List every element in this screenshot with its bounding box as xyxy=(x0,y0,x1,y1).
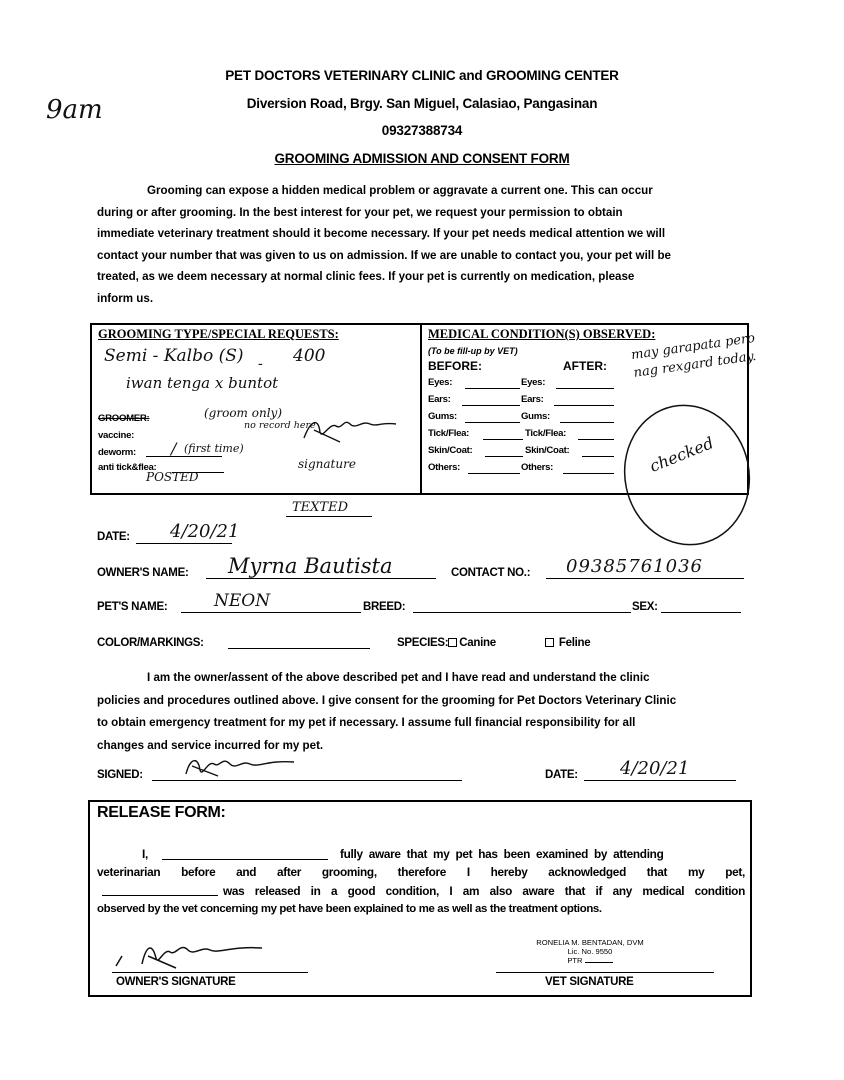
pet-name-line xyxy=(181,612,361,613)
breed-label: BREED: xyxy=(363,601,406,613)
checked-circle xyxy=(612,395,762,555)
service-note-2: iwan tenga x buntot xyxy=(126,374,279,392)
after-row: Ears: xyxy=(521,394,544,405)
texted-note: TEXTED xyxy=(292,500,348,515)
feline-checkbox[interactable] xyxy=(545,638,554,647)
species-label xyxy=(397,637,496,649)
grooming-box-title: GROOMING TYPE/SPECIAL REQUESTS: xyxy=(98,327,339,341)
first-time-note: (first time) xyxy=(184,442,244,455)
color-line xyxy=(228,648,370,649)
intro-paragraph xyxy=(97,180,745,309)
before-row: Skin/Coat: xyxy=(428,445,473,456)
owner-signature-scribble xyxy=(300,412,400,446)
deworm-line xyxy=(146,456,222,457)
intro-line: contact your number that was given to us on admission. If we are unable to contact you, your pet will be xyxy=(97,248,671,262)
consent-line: to obtain emergency treatment for my pet if necessary. I assume full financial responsibility for all xyxy=(97,716,636,729)
form-title: GROOMING ADMISSION AND CONSENT FORM xyxy=(274,151,570,166)
canine-checkbox[interactable] xyxy=(448,638,457,647)
release-title: RELEASE FORM: xyxy=(97,804,226,821)
contact-value: 09385761036 xyxy=(566,556,703,577)
after-row: Eyes: xyxy=(521,377,546,388)
field-line xyxy=(582,456,614,457)
before-row: Eyes: xyxy=(428,377,453,388)
signed-label: SIGNED: xyxy=(97,769,143,781)
checked-note: checked xyxy=(646,433,717,476)
field-line xyxy=(468,473,520,474)
intro-line: inform us. xyxy=(97,291,154,305)
vet-ptr-line xyxy=(585,962,613,963)
feline-option xyxy=(545,637,590,649)
after-row: Gums: xyxy=(521,411,550,422)
medical-handwritten-note: may garapata pero nag rexgard today. xyxy=(630,330,758,381)
time-note: 9am xyxy=(46,95,103,125)
color-label: COLOR/MARKINGS: xyxy=(97,637,204,649)
field-line xyxy=(465,422,520,423)
release-line-1: fully aware that my pet has been examined by attending xyxy=(340,847,664,861)
consent-line: changes and service incurred for my pet. xyxy=(97,738,324,752)
before-row: Gums: xyxy=(428,411,457,422)
before-row: Tick/Flea: xyxy=(428,428,470,439)
after-row: Tick/Flea: xyxy=(525,428,567,439)
sex-line xyxy=(661,612,741,613)
service-note: Semi - Kalbo (S) xyxy=(104,346,244,366)
field-line xyxy=(556,388,614,389)
service-price: 400 xyxy=(293,346,326,366)
signed-signature xyxy=(182,752,302,784)
clinic-address: Diversion Road, Brgy. San Miguel, Calasiao, Pangasinan xyxy=(246,96,598,111)
groom-only-note: (groom only) xyxy=(204,406,282,420)
release-i: I, xyxy=(142,847,148,861)
release-owner-signature xyxy=(112,936,272,974)
contact-label: CONTACT NO.: xyxy=(451,567,531,579)
sex-label: SEX: xyxy=(632,601,658,613)
field-line xyxy=(578,439,614,440)
field-line xyxy=(483,439,523,440)
before-row: Others: xyxy=(428,462,461,473)
vaccine-label: vaccine: xyxy=(98,430,134,441)
vet-stamp xyxy=(520,938,660,965)
release-line-4: observed by the vet concerning my pet have been explained to me as well as the treatment options. xyxy=(97,903,602,915)
after-row: Skin/Coat: xyxy=(525,445,570,456)
species-label-text: SPECIES: xyxy=(397,637,449,649)
service-dash: - xyxy=(258,356,263,372)
clinic-phone: 09327388734 xyxy=(381,123,463,138)
before-label: BEFORE: xyxy=(428,359,482,373)
signed-date-label: DATE: xyxy=(545,769,578,781)
canine-label: Canine xyxy=(459,637,496,649)
owner-signature-line xyxy=(112,972,308,973)
vet-signature-line xyxy=(496,972,714,973)
date-value: 4/20/21 xyxy=(170,521,240,542)
signed-date-value: 4/20/21 xyxy=(620,758,690,779)
posted-note: POSTED xyxy=(146,470,199,484)
deworm-label: deworm: xyxy=(98,447,136,458)
intro-line: Grooming can expose a hidden medical problem or aggravate a current one. This can occur xyxy=(147,184,653,197)
consent-line: policies and procedures outlined above. I give consent for the grooming for Pet Doctors Veterinary Clinic xyxy=(97,693,677,707)
field-line xyxy=(554,405,614,406)
texted-underline xyxy=(286,516,372,517)
medical-box-title: MEDICAL CONDITION(S) OBSERVED: xyxy=(428,327,656,341)
feline-label: Feline xyxy=(558,637,591,649)
consent-line: I am the owner/assent of the above described pet and I have read and understand the clinic xyxy=(147,671,650,684)
clinic-name: PET DOCTORS VETERINARY CLINIC and GROOMING CENTER xyxy=(225,68,619,83)
field-line xyxy=(485,456,523,457)
after-label: AFTER: xyxy=(563,359,607,373)
intro-line: treated, as we deem necessary at normal clinic fees. If your pet is currently on medication, please xyxy=(97,270,635,283)
anti-tick-label: anti tick&flea: xyxy=(98,462,157,473)
no-record-note: no record here xyxy=(244,420,316,431)
owner-name-label: OWNER'S NAME: xyxy=(97,567,189,579)
groomer-label: GROOMER: xyxy=(98,413,150,424)
date-line xyxy=(136,543,232,544)
breed-line xyxy=(413,612,631,613)
pet-name-label: PET'S NAME: xyxy=(97,601,168,613)
release-name-line xyxy=(162,859,328,860)
field-line xyxy=(563,473,614,474)
release-line-2: veterinarian before and after grooming, therefore I hereby acknowledged that my pet, xyxy=(97,865,745,879)
after-row: Others: xyxy=(521,462,554,473)
intro-line: during or after grooming. In the best interest for your pet, we request your permission to obtain xyxy=(97,205,623,219)
vet-license: Lic. No. 9550 xyxy=(567,947,613,956)
date-label: DATE: xyxy=(97,531,130,543)
deworm-mark: / xyxy=(171,439,177,458)
contact-line xyxy=(546,578,744,579)
owner-name-line xyxy=(206,578,436,579)
field-line xyxy=(465,388,520,389)
signature-note: signature xyxy=(298,457,356,471)
field-line xyxy=(560,422,614,423)
before-row: Ears: xyxy=(428,394,451,405)
vet-ptr-label: PTR xyxy=(567,956,583,965)
vet-name: RONELIA M. BENTADAN, DVM xyxy=(536,938,644,947)
vet-ptr xyxy=(520,956,660,965)
signed-date-line xyxy=(584,780,736,781)
field-line xyxy=(462,405,520,406)
pet-name-value: NEON xyxy=(214,591,271,611)
vet-signature-label: VET SIGNATURE xyxy=(545,976,634,988)
release-pet-line xyxy=(102,895,218,896)
release-line-3: was released in a good condition, I am also aware that if any medical condition xyxy=(223,884,745,898)
owner-name-value: Myrna Bautista xyxy=(228,554,393,578)
consent-paragraph xyxy=(97,667,745,757)
owner-signature-label: OWNER'S SIGNATURE xyxy=(116,976,236,988)
intro-line: immediate veterinary treatment should it become necessary. If your pet needs medical attention we will xyxy=(97,227,666,240)
medical-note: (To be fill-up by VET) xyxy=(428,346,518,356)
